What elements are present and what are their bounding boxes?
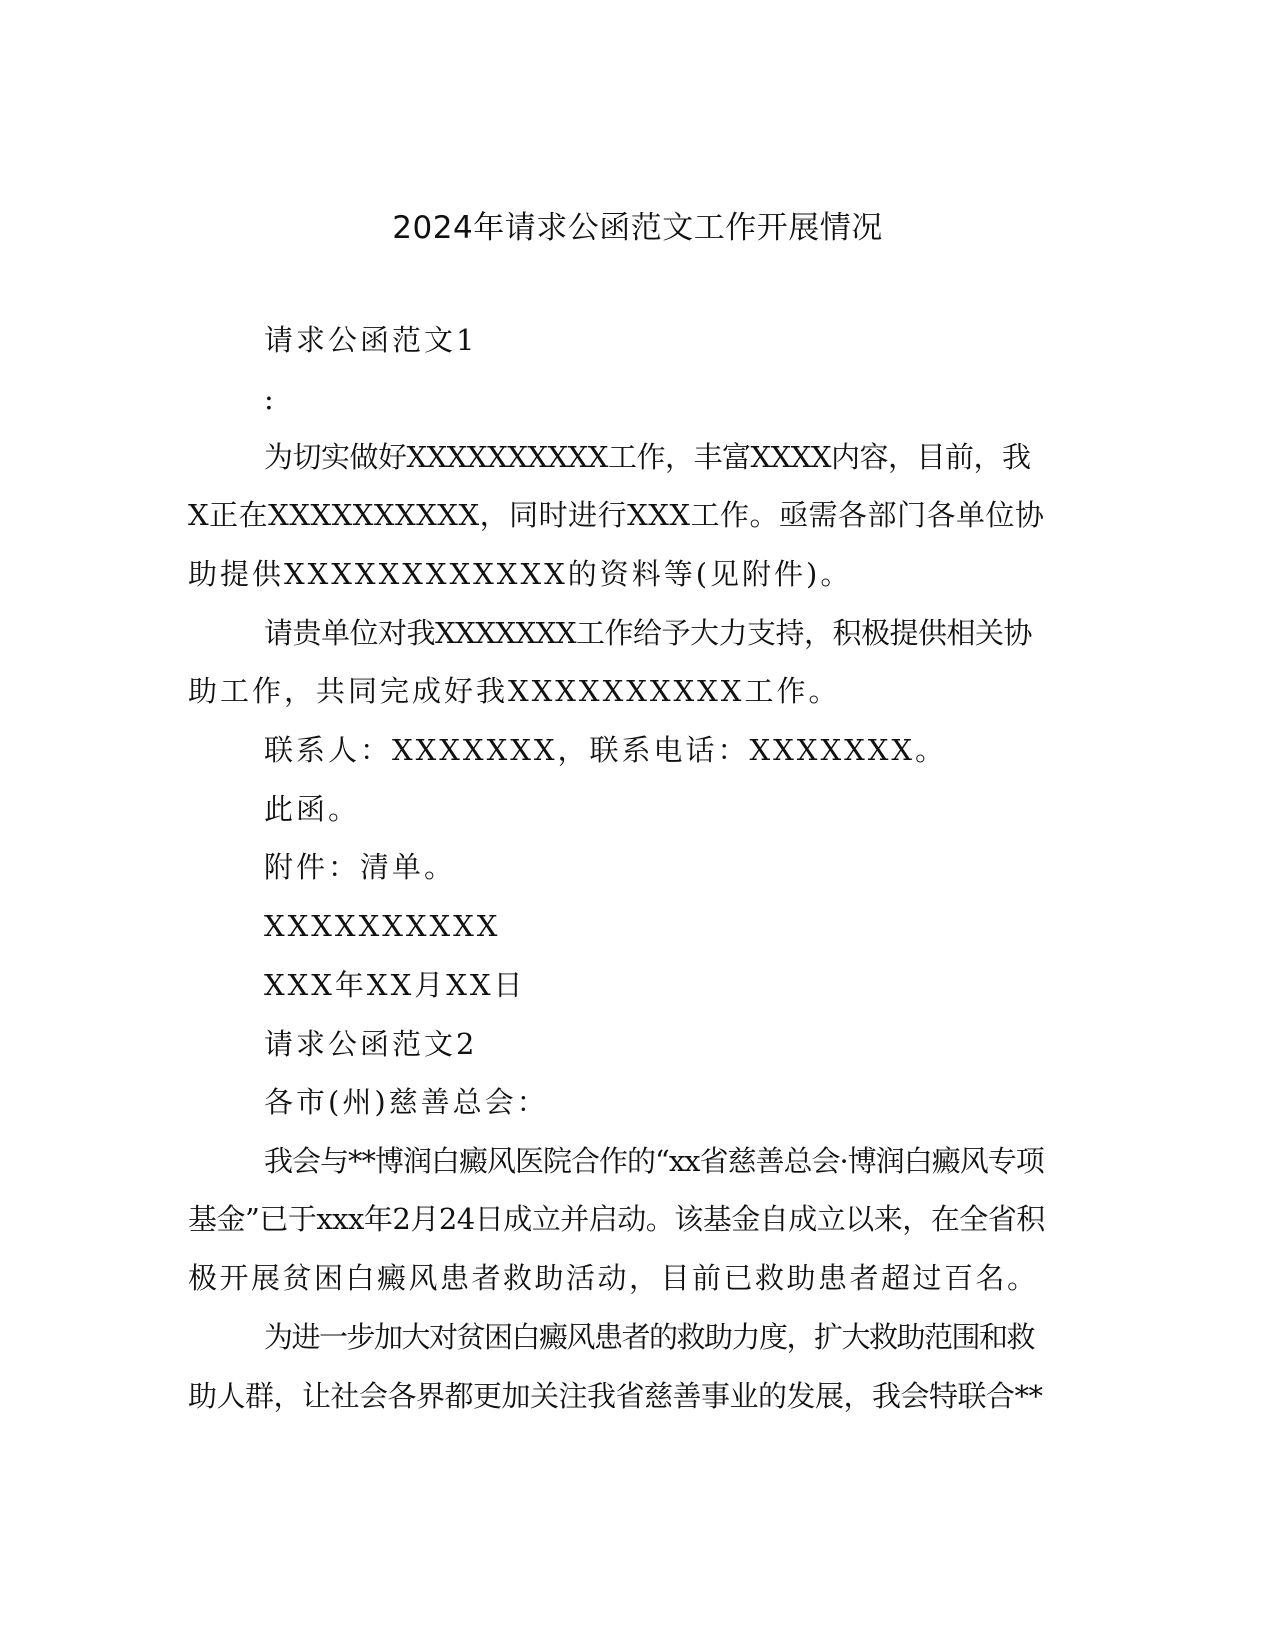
- heading-sample-1: 请求公函范文1: [264, 323, 478, 357]
- attachment-line: 附件：清单。: [264, 850, 457, 884]
- paragraph-line: 助提供XXXXXXXXXXXX的资料等(见附件)。: [188, 557, 853, 591]
- contact-line: 联系人：XXXXXXX，联系电话：XXXXXXX。: [264, 733, 948, 767]
- closing-line: 此函。: [264, 792, 361, 826]
- paragraph-line: 极开展贫困白癜风患者救助活动，目前已救助患者超过百名。: [188, 1261, 1039, 1295]
- paragraph-line: X正在XXXXXXXXXX，同时进行XXX工作。亟需各部门各单位协: [188, 498, 1045, 532]
- salutation-line: :: [264, 382, 277, 416]
- paragraph-line: 为切实做好XXXXXXXXXX工作，丰富XXXX内容，目前，我: [264, 440, 1031, 474]
- heading-sample-2: 请求公函范文2: [264, 1027, 478, 1061]
- signature-line: XXXXXXXXXX: [264, 909, 501, 943]
- paragraph-line: 助工作，共同完成好我XXXXXXXXXX工作。: [188, 674, 841, 708]
- paragraph-line: 基金”已于xxx年2月24日成立并启动。该基金自成立以来，在全省积: [188, 1202, 1045, 1236]
- date-line: XXX年XX月XX日: [264, 968, 526, 1002]
- salutation-line: 各市(州)慈善总会：: [264, 1085, 549, 1119]
- paragraph-line: 请贵单位对我XXXXXXX工作给予大力支持，积极提供相关协: [264, 616, 1033, 650]
- paragraph-line: 为进一步加大对贫困白癜风患者的救助力度，扩大救助范围和救: [264, 1320, 1035, 1354]
- paragraph-line: 我会与**博润白癜风医院合作的“xx省慈善总会·博润白癜风专项: [264, 1144, 1044, 1178]
- document-title: 2024年请求公函范文工作开展情况: [392, 210, 883, 246]
- paragraph-line: 助人群，让社会各界都更加关注我省慈善事业的发展，我会特联合**: [188, 1379, 1043, 1413]
